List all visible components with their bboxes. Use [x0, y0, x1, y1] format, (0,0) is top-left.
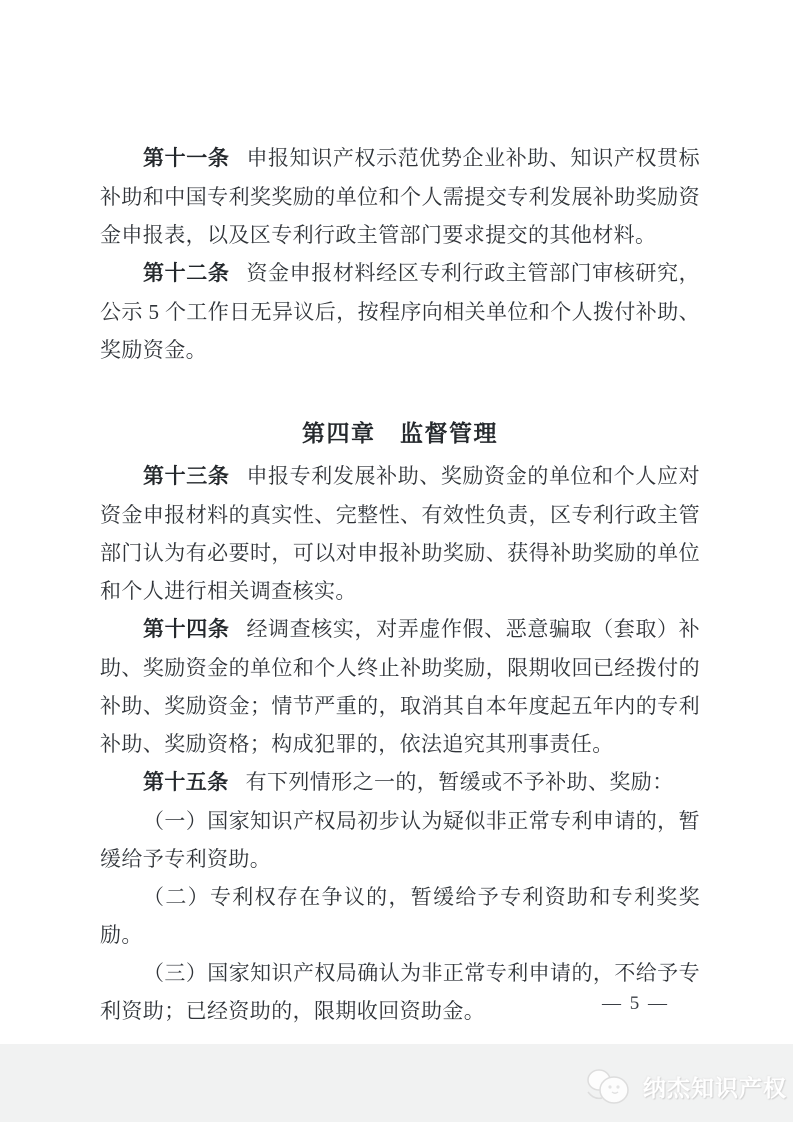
list-item [100, 954, 700, 1030]
article-text: 申报知识产权示范优势企业补助、知识产权贯标补助和中国专利奖奖励的单位和个人需提交专利发展补助奖励资金申报表，以及区专利行政主管部门要求提交的其他材料。 [100, 146, 700, 247]
article-paragraph [100, 610, 700, 763]
article-paragraph [100, 139, 700, 254]
article-text: 经调查核实，对弄虚作假、恶意骗取（套取）补助、奖励资金的单位和个人终止补助奖励，限期收回已经拨付的补助、奖励资金；情节严重的，取消其自本年度起五年内的专利补助、奖励资格；构成犯罪的，依法追究其刑事责任。 [100, 617, 700, 756]
list-item [100, 802, 700, 878]
article-number: 第十三条 [143, 465, 230, 488]
list-item-text: （二）专利权存在争议的，暂缓给予专利资助和专利奖奖励。 [100, 885, 700, 947]
article-paragraph [100, 763, 700, 802]
document-body [100, 139, 700, 1030]
article-number: 第十一条 [143, 147, 230, 170]
article-text: 申报专利发展补助、奖励资金的单位和个人应对资金申报材料的真实性、完整性、有效性负责，区专利行政主管部门认为有必要时，可以对申报补助奖励、获得补助奖励的单位和个人进行相关调查核实。 [100, 464, 700, 603]
watermark [584, 1064, 787, 1108]
article-text: 资金申报材料经区专利行政主管部门审核研究，公示 5 个工作日无异议后，按程序向相关单位和个人拨付补助、奖励资金。 [100, 261, 700, 362]
watermark-text: 纳杰知识产权 [643, 1074, 787, 1101]
article-number: 第十五条 [143, 771, 229, 794]
article-number: 第十四条 [143, 618, 230, 641]
chapter-heading: 第四章 监督管理 [302, 420, 498, 446]
list-item-text: （三）国家知识产权局确认为非正常专利申请的，不给予专利资助；已经资助的，限期收回资助金。 [100, 961, 700, 1023]
article-text: 有下列情形之一的，暂缓或不予补助、奖励： [245, 770, 674, 794]
page-number: — 5 — [602, 993, 669, 1014]
article-paragraph [100, 254, 700, 369]
list-item [100, 878, 700, 954]
mascot-logo-icon [584, 1064, 636, 1108]
article-number: 第十二条 [143, 262, 230, 285]
list-item-text: （一）国家知识产权局初步认为疑似非正常专利申请的，暂缓给予专利资助。 [100, 809, 700, 871]
article-paragraph [100, 457, 700, 610]
